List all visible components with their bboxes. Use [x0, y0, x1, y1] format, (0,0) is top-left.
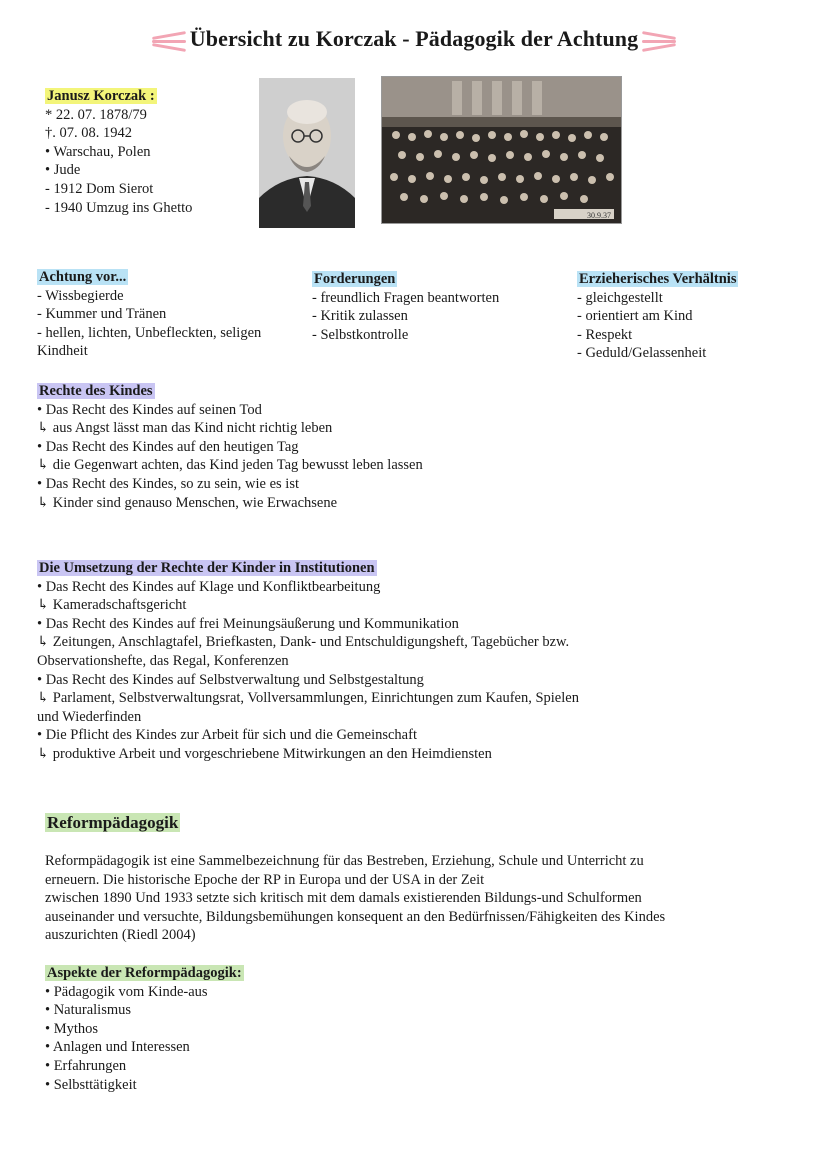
achtung-line: - Wissbegierde — [37, 287, 124, 304]
photo-caption: 30.9.37 — [587, 211, 611, 220]
rechte-line: ↳ Kinder sind genauso Menschen, wie Erwachsene — [37, 494, 338, 511]
umsetzung-line: • Das Recht des Kindes auf frei Meinungsäußerung und Kommunikation — [37, 615, 459, 632]
verhaeltnis-line: - Geduld/Gelassenheit — [577, 345, 707, 362]
bio-line: • Jude — [45, 162, 81, 179]
umsetzung-section — [37, 559, 797, 764]
achtung-line: - Kummer und Tränen — [37, 306, 167, 323]
umsetzung-line: • Das Recht des Kindes auf Klage und Konfliktbearbeitung — [37, 578, 381, 595]
aspekte-line: • Erfahrungen — [45, 1057, 127, 1074]
aspekte-heading: Aspekte der Reformpädagogik: — [47, 965, 242, 981]
title-row — [0, 26, 828, 53]
verhaeltnis-section — [577, 270, 738, 363]
umsetzung-line: Observationshefte, das Regal, Konferenzen — [37, 652, 289, 669]
korczak-portrait-image — [259, 78, 355, 228]
children-group-photo — [381, 76, 622, 224]
verhaeltnis-heading: Erzieherisches Verhältnis — [579, 271, 737, 287]
aspekte-line: • Anlagen und Interessen — [45, 1039, 190, 1056]
bio-heading: Janusz Korczak : — [47, 88, 155, 104]
bio-line: †. 07. 08. 1942 — [45, 125, 132, 142]
group-photo-illustration — [382, 77, 621, 223]
bio-section — [45, 87, 192, 217]
rechte-line: ↳ die Gegenwart achten, das Kind jeden Tag bewusst leben lassen — [37, 457, 423, 474]
umsetzung-heading: Die Umsetzung der Rechte der Kinder in Institutionen — [39, 560, 375, 576]
reform-heading-block — [45, 814, 180, 834]
umsetzung-line: ↳ Zeitungen, Anschlagtafel, Briefkasten, Dank- und Entschuldigungsheft, Tagebücher bzw. — [37, 634, 570, 651]
reform-line: zwischen 1890 Und 1933 setzte sich kritisch mit dem damals existierenden Bildungs-und Schulformen — [45, 890, 642, 907]
rechte-heading: Rechte des Kindes — [39, 383, 153, 399]
aspekte-line: • Selbsttätigkeit — [45, 1076, 137, 1093]
bio-line: - 1940 Umzug ins Ghetto — [45, 199, 193, 216]
portrait-illustration — [259, 78, 355, 228]
forderungen-line: - Kritik zulassen — [312, 308, 408, 325]
achtung-heading: Achtung vor... — [39, 269, 127, 285]
umsetzung-line: ↳ produktive Arbeit und vorgeschriebene Mitwirkungen an den Heimdiensten — [37, 745, 492, 762]
aspekte-line: • Pädagogik vom Kinde-aus — [45, 983, 208, 1000]
page-title: Übersicht zu Korczak - Pädagogik der Achtung — [189, 26, 639, 51]
verhaeltnis-line: - orientiert am Kind — [577, 308, 693, 325]
aspekte-line: • Mythos — [45, 1020, 99, 1037]
aspekte-line: • Naturalismus — [45, 1002, 132, 1019]
achtung-section — [37, 268, 307, 361]
reform-line: auszurichten (Riedl 2004) — [45, 927, 196, 944]
umsetzung-line: • Das Recht des Kindes auf Selbstverwaltung und Selbstgestaltung — [37, 671, 424, 688]
reform-paragraph — [45, 852, 805, 945]
umsetzung-line: ↳ Kameradschaftsgericht — [37, 597, 187, 614]
forderungen-heading: Forderungen — [314, 271, 396, 287]
rechte-section — [37, 382, 423, 512]
umsetzung-line: und Wiederfinden — [37, 708, 142, 725]
reform-line: auseinander und versuchte, Bildungsbemühungen konsequent an den Bedürfnissen/Fähigkeiten des Kindes — [45, 908, 666, 925]
bio-line: • Warschau, Polen — [45, 143, 151, 160]
achtung-line: Kindheit — [37, 343, 88, 360]
achtung-line: - hellen, lichten, Unbefleckten, seligen — [37, 324, 262, 341]
umsetzung-line: • Die Pflicht des Kindes zur Arbeit für sich und die Gemeinschaft — [37, 727, 417, 744]
rechte-line: • Das Recht des Kindes auf seinen Tod — [37, 401, 262, 418]
bio-line: * 22. 07. 1878/79 — [45, 106, 147, 123]
bio-line: - 1912 Dom Sierot — [45, 180, 154, 197]
reform-line: erneuern. Die historische Epoche der RP in Europa und der USA in der Zeit — [45, 871, 485, 888]
left-decoration-icon — [152, 31, 186, 53]
verhaeltnis-line: - gleichgestellt — [577, 289, 663, 306]
rechte-line: • Das Recht des Kindes auf den heutigen Tag — [37, 438, 299, 455]
reform-line: Reformpädagogik ist eine Sammelbezeichnung für das Bestreben, Erziehung, Schule und Unterricht zu — [45, 853, 644, 869]
reform-heading: Reformpädagogik — [47, 813, 179, 832]
rechte-line: • Das Recht des Kindes, so zu sein, wie es ist — [37, 475, 300, 492]
umsetzung-line: ↳ Parlament, Selbstverwaltungsrat, Vollversammlungen, Einrichtungen zum Kaufen, Spielen — [37, 690, 579, 707]
forderungen-section — [312, 270, 499, 344]
rechte-line: ↳ aus Angst lässt man das Kind nicht richtig leben — [37, 420, 333, 437]
forderungen-line: - freundlich Fragen beantworten — [312, 289, 500, 306]
forderungen-line: - Selbstkontrolle — [312, 326, 409, 343]
right-decoration-icon — [642, 31, 676, 53]
aspekte-section — [45, 964, 244, 1094]
verhaeltnis-line: - Respekt — [577, 326, 633, 343]
